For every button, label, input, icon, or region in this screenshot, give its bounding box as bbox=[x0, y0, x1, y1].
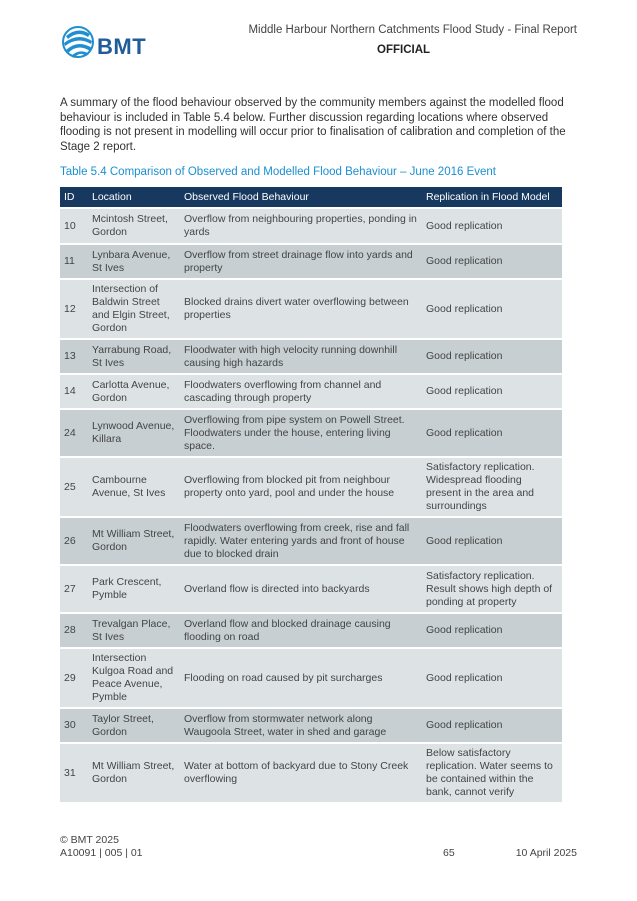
cell-replication: Satisfactory replication. Widespread flooding present in the area and surroundings bbox=[422, 458, 562, 516]
header-location: Location bbox=[88, 187, 180, 207]
cell-replication: Good replication bbox=[422, 410, 562, 456]
cell-location: Carlotta Avenue, Gordon bbox=[88, 375, 180, 408]
cell-behaviour: Water at bottom of backyard due to Stony Creek overflowing bbox=[180, 744, 422, 802]
table-row bbox=[60, 340, 562, 373]
cell-id: 27 bbox=[60, 566, 88, 612]
intro-paragraph: A summary of the flood behaviour observed by the community members against the modelled flood behaviour is included in Table 5.4 below. Further discussion regarding locations where observed flooding is not present in modelling will occur prior to finalisation of calibration and completion of the Stage 2 report. bbox=[60, 97, 566, 153]
cell-id: 24 bbox=[60, 410, 88, 456]
cell-location: Taylor Street, Gordon bbox=[88, 709, 180, 742]
table-row bbox=[60, 245, 562, 278]
cell-behaviour: Overflowing from blocked pit from neighbour property onto yard, pool and under the house bbox=[180, 458, 422, 516]
cell-id: 31 bbox=[60, 744, 88, 802]
table-row bbox=[60, 566, 562, 612]
cell-behaviour: Overflow from neighbouring properties, ponding in yards bbox=[180, 209, 422, 243]
comparison-table bbox=[60, 185, 562, 804]
table-row bbox=[60, 709, 562, 742]
cell-id: 25 bbox=[60, 458, 88, 516]
cell-replication: Good replication bbox=[422, 245, 562, 278]
cell-location: Yarrabung Road, St Ives bbox=[88, 340, 180, 373]
footer-date: 10 April 2025 bbox=[515, 847, 577, 859]
cell-location: Trevalgan Place, St Ives bbox=[88, 614, 180, 647]
cell-behaviour: Overflow from stormwater network along Waugoola Street, water in shed and garage bbox=[180, 709, 422, 742]
table-row bbox=[60, 614, 562, 647]
cell-id: 13 bbox=[60, 340, 88, 373]
table-caption: Table 5.4 Comparison of Observed and Modelled Flood Behaviour – June 2016 Event bbox=[60, 166, 496, 178]
cell-id: 29 bbox=[60, 649, 88, 707]
cell-location: Mcintosh Street, Gordon bbox=[88, 209, 180, 243]
footer-left bbox=[60, 834, 143, 860]
cell-replication: Good replication bbox=[422, 280, 562, 338]
classification-label: OFFICIAL bbox=[377, 44, 431, 56]
cell-id: 30 bbox=[60, 709, 88, 742]
cell-id: 26 bbox=[60, 518, 88, 564]
cell-id: 10 bbox=[60, 209, 88, 243]
document-reference: A10091 | 005 | 01 bbox=[60, 847, 143, 859]
table-row bbox=[60, 410, 562, 456]
cell-replication: Good replication bbox=[422, 375, 562, 408]
report-title: Middle Harbour Northern Catchments Flood Study - Final Report bbox=[248, 24, 577, 36]
cell-location: Intersection of Baldwin Street and Elgin Street, Gordon bbox=[88, 280, 180, 338]
cell-replication: Good replication bbox=[422, 518, 562, 564]
table-row bbox=[60, 209, 562, 243]
cell-id: 12 bbox=[60, 280, 88, 338]
cell-id: 11 bbox=[60, 245, 88, 278]
header-id: ID bbox=[60, 187, 88, 207]
cell-behaviour: Overflow from street drainage flow into yards and property bbox=[180, 245, 422, 278]
table-header-row bbox=[60, 187, 562, 207]
table-row bbox=[60, 744, 562, 802]
table-row bbox=[60, 458, 562, 516]
cell-replication: Below satisfactory replication. Water seems to be contained within the bank, cannot verify bbox=[422, 744, 562, 802]
cell-behaviour: Floodwater with high velocity running downhill causing high hazards bbox=[180, 340, 422, 373]
cell-location: Lynbara Avenue, St Ives bbox=[88, 245, 180, 278]
logo-text: BMT bbox=[97, 34, 147, 59]
cell-replication: Good replication bbox=[422, 209, 562, 243]
cell-id: 28 bbox=[60, 614, 88, 647]
cell-behaviour: Floodwaters overflowing from creek, rise and fall rapidly. Water entering yards and front of house due to blocked drain bbox=[180, 518, 422, 564]
table-row bbox=[60, 518, 562, 564]
copyright: © BMT 2025 bbox=[60, 834, 119, 846]
table-row bbox=[60, 649, 562, 707]
cell-replication: Good replication bbox=[422, 709, 562, 742]
cell-location: Intersection Kulgoa Road and Peace Avenue, Pymble bbox=[88, 649, 180, 707]
page-number: 65 bbox=[443, 847, 455, 859]
table-row bbox=[60, 375, 562, 408]
cell-location: Park Crescent, Pymble bbox=[88, 566, 180, 612]
cell-replication: Good replication bbox=[422, 340, 562, 373]
cell-replication: Satisfactory replication. Result shows high depth of ponding at property bbox=[422, 566, 562, 612]
cell-location: Mt William Street, Gordon bbox=[88, 744, 180, 802]
cell-behaviour: Flooding on road caused by pit surcharges bbox=[180, 649, 422, 707]
cell-behaviour: Overflowing from pipe system on Powell Street. Floodwaters under the house, entering living space. bbox=[180, 410, 422, 456]
cell-behaviour: Floodwaters overflowing from channel and cascading through property bbox=[180, 375, 422, 408]
cell-location: Mt William Street, Gordon bbox=[88, 518, 180, 564]
cell-replication: Good replication bbox=[422, 614, 562, 647]
header-behaviour: Observed Flood Behaviour bbox=[180, 187, 422, 207]
cell-id: 14 bbox=[60, 375, 88, 408]
cell-behaviour: Blocked drains divert water overflowing between properties bbox=[180, 280, 422, 338]
cell-location: Lynwood Avenue, Killara bbox=[88, 410, 180, 456]
table-row bbox=[60, 280, 562, 338]
cell-behaviour: Overland flow is directed into backyards bbox=[180, 566, 422, 612]
cell-behaviour: Overland flow and blocked drainage causing flooding on road bbox=[180, 614, 422, 647]
cell-location: Cambourne Avenue, St Ives bbox=[88, 458, 180, 516]
cell-replication: Good replication bbox=[422, 649, 562, 707]
header-replication: Replication in Flood Model bbox=[422, 187, 562, 207]
